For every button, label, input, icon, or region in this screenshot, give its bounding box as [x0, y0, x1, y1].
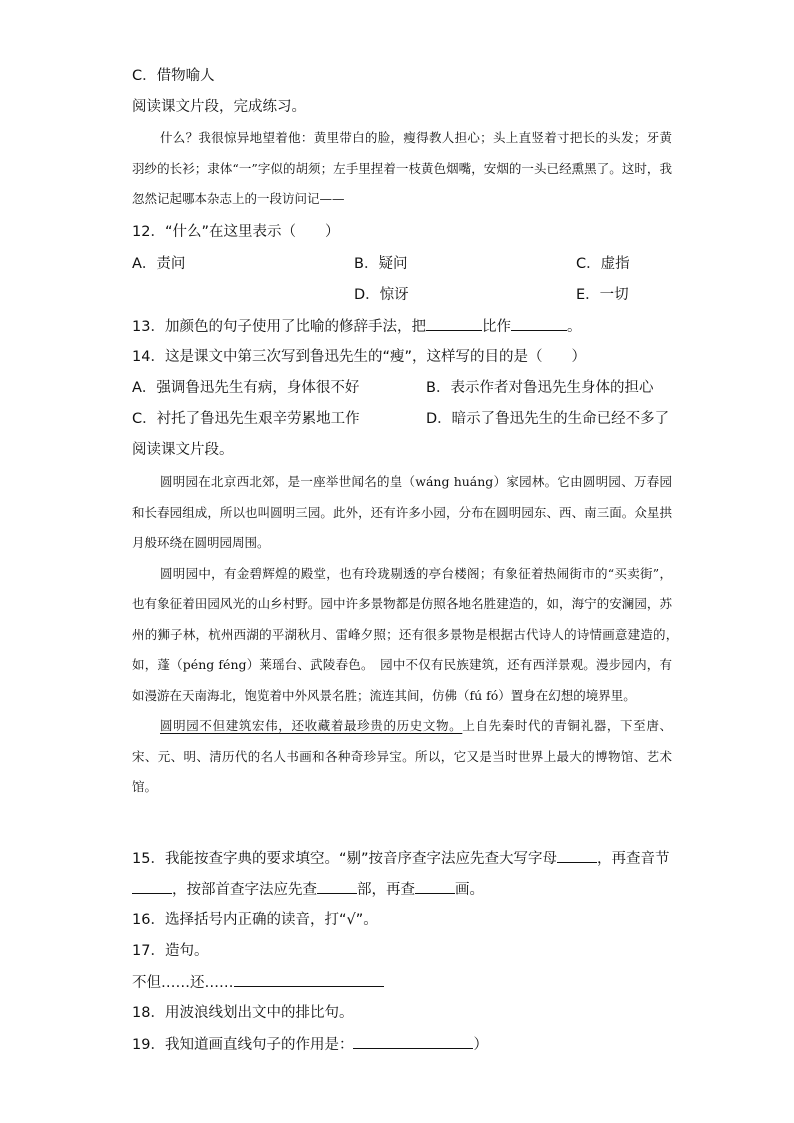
q13-text-2: 比作	[481, 319, 511, 335]
q15-text-4: 部，再查	[357, 882, 415, 898]
q17-answer-blank[interactable]	[234, 972, 384, 987]
reading2-passage	[132, 467, 685, 803]
reading1-instruction: 阅读课文片段，完成练习。	[132, 99, 306, 115]
reading2-instruction: 阅读课文片段。	[132, 442, 234, 458]
reading2-paragraph-3	[132, 711, 672, 803]
q19-text-2: ）	[473, 1037, 488, 1053]
reading2-paragraph-1: 圆明园在北京西北郊，是一座举世闻名的皇（wáng huáng）家园林。它由圆明园、万春园和长春园组成，所以也叫圆明三园。此外，还有许多小园，分布在圆明园东、西、南三面。众星拱月般环绕在圆明园周围。	[132, 474, 672, 550]
q12-option-b: B．疑问	[354, 256, 408, 272]
q15-blank-strokes[interactable]	[415, 879, 455, 894]
q14-stem: 14．这是课文中第三次写到鲁迅先生的“瘦”，这样写的目的是（ ）	[132, 349, 586, 365]
q13-blank-2[interactable]	[511, 316, 567, 331]
q17-prompt	[132, 972, 384, 993]
q15-text-1: 15．我能按查字典的要求填空。“剔”按音序查字法应先查大写字母	[132, 851, 557, 867]
q15-text-3: ，按部首查字法应先查	[172, 882, 317, 898]
q15-blank-radical[interactable]	[317, 879, 357, 894]
q15-line-1	[132, 848, 669, 869]
q15-blank-letter[interactable]	[557, 848, 597, 863]
underlined-sentence: 圆明园不但建筑宏伟，还收藏着最珍贵的历史文物。	[160, 718, 463, 733]
q17-stem: 17．造句。	[132, 943, 209, 959]
reading1-passage	[132, 123, 672, 215]
reading1-paragraph: 什么？我很惊异地望着他：黄里带白的脸，瘦得教人担心；头上直竖着寸把长的头发；牙黄羽纱的长衫；隶体“一”字似的胡须；左手里捏着一枝黄色烟嘴，安烟的一头已经熏黑了。这时，我忽然记起哪本杂志上的一段访问记——	[132, 130, 672, 206]
q15-blank-syllable[interactable]	[132, 879, 172, 894]
q15-line-2	[132, 879, 484, 900]
q14-option-a: A．强调鲁迅先生有病，身体很不好	[132, 380, 360, 396]
q13-text-3: 。	[566, 319, 582, 335]
q13-text-1: 13．加颜色的句子使用了比喻的修辞手法，把	[132, 319, 426, 335]
q11-option-c: C．借物喻人	[132, 68, 215, 84]
q13-stem	[132, 316, 581, 337]
q12-option-e: E．一切	[576, 287, 629, 303]
q15-text-5: 画。	[455, 882, 484, 898]
q12-option-d: D．惊讶	[354, 287, 409, 303]
q18-stem: 18．用波浪线划出文中的排比句。	[132, 1005, 354, 1021]
q14-option-c: C．衬托了鲁迅先生艰辛劳累地工作	[132, 411, 360, 427]
q19-stem	[132, 1034, 488, 1055]
q14-option-b: B．表示作者对鲁迅先生身体的担心	[426, 380, 654, 396]
q15-text-2: ，再查音节	[596, 851, 670, 867]
q14-option-d: D．暗示了鲁迅先生的生命已经不多了	[426, 411, 670, 427]
q12-option-a: A．责问	[132, 256, 186, 272]
q19-text-1: 19．我知道画直线句子的作用是：	[132, 1037, 354, 1053]
reading2-paragraph-3-rest: 上自先秦时代的青铜礼器，下至唐、宋、元、明、清历代的名人书画和各种奇珍异宝。所以，它又是当时世界上最大的博物馆、艺术馆。	[132, 718, 672, 794]
q17-prompt-text: 不但……还……	[132, 975, 234, 991]
q19-answer-blank[interactable]	[353, 1034, 473, 1049]
q16-stem: 16．选择括号内正确的读音，打“√”。	[132, 912, 378, 928]
q12-option-c: C．虚指	[576, 256, 630, 272]
q12-stem: 12．“什么”在这里表示（ ）	[132, 224, 340, 240]
q13-blank-1[interactable]	[426, 316, 482, 331]
reading2-paragraph-2: 圆明园中，有金碧辉煌的殿堂，也有玲珑剔透的亭台楼阁；有象征着热闹街市的“买卖街”，也有象征着田园风光的山乡村野。园中许多景物都是仿照各地名胜建造的，如，海宁的安澜园，苏州的狮子林，杭州西湖的平湖秋月、雷峰夕照；还有很多景物是根据古代诗人的诗情画意建造的， 如，蓬（péng féng）莱瑶台、武陵春色。 园中不仅有民族建筑，还有西洋景观。漫步园内，有如漫游在天南海北，饱览着中外风景名胜；流连其间，仿佛（fú fó）置身在幻想的境界里。	[132, 565, 685, 703]
